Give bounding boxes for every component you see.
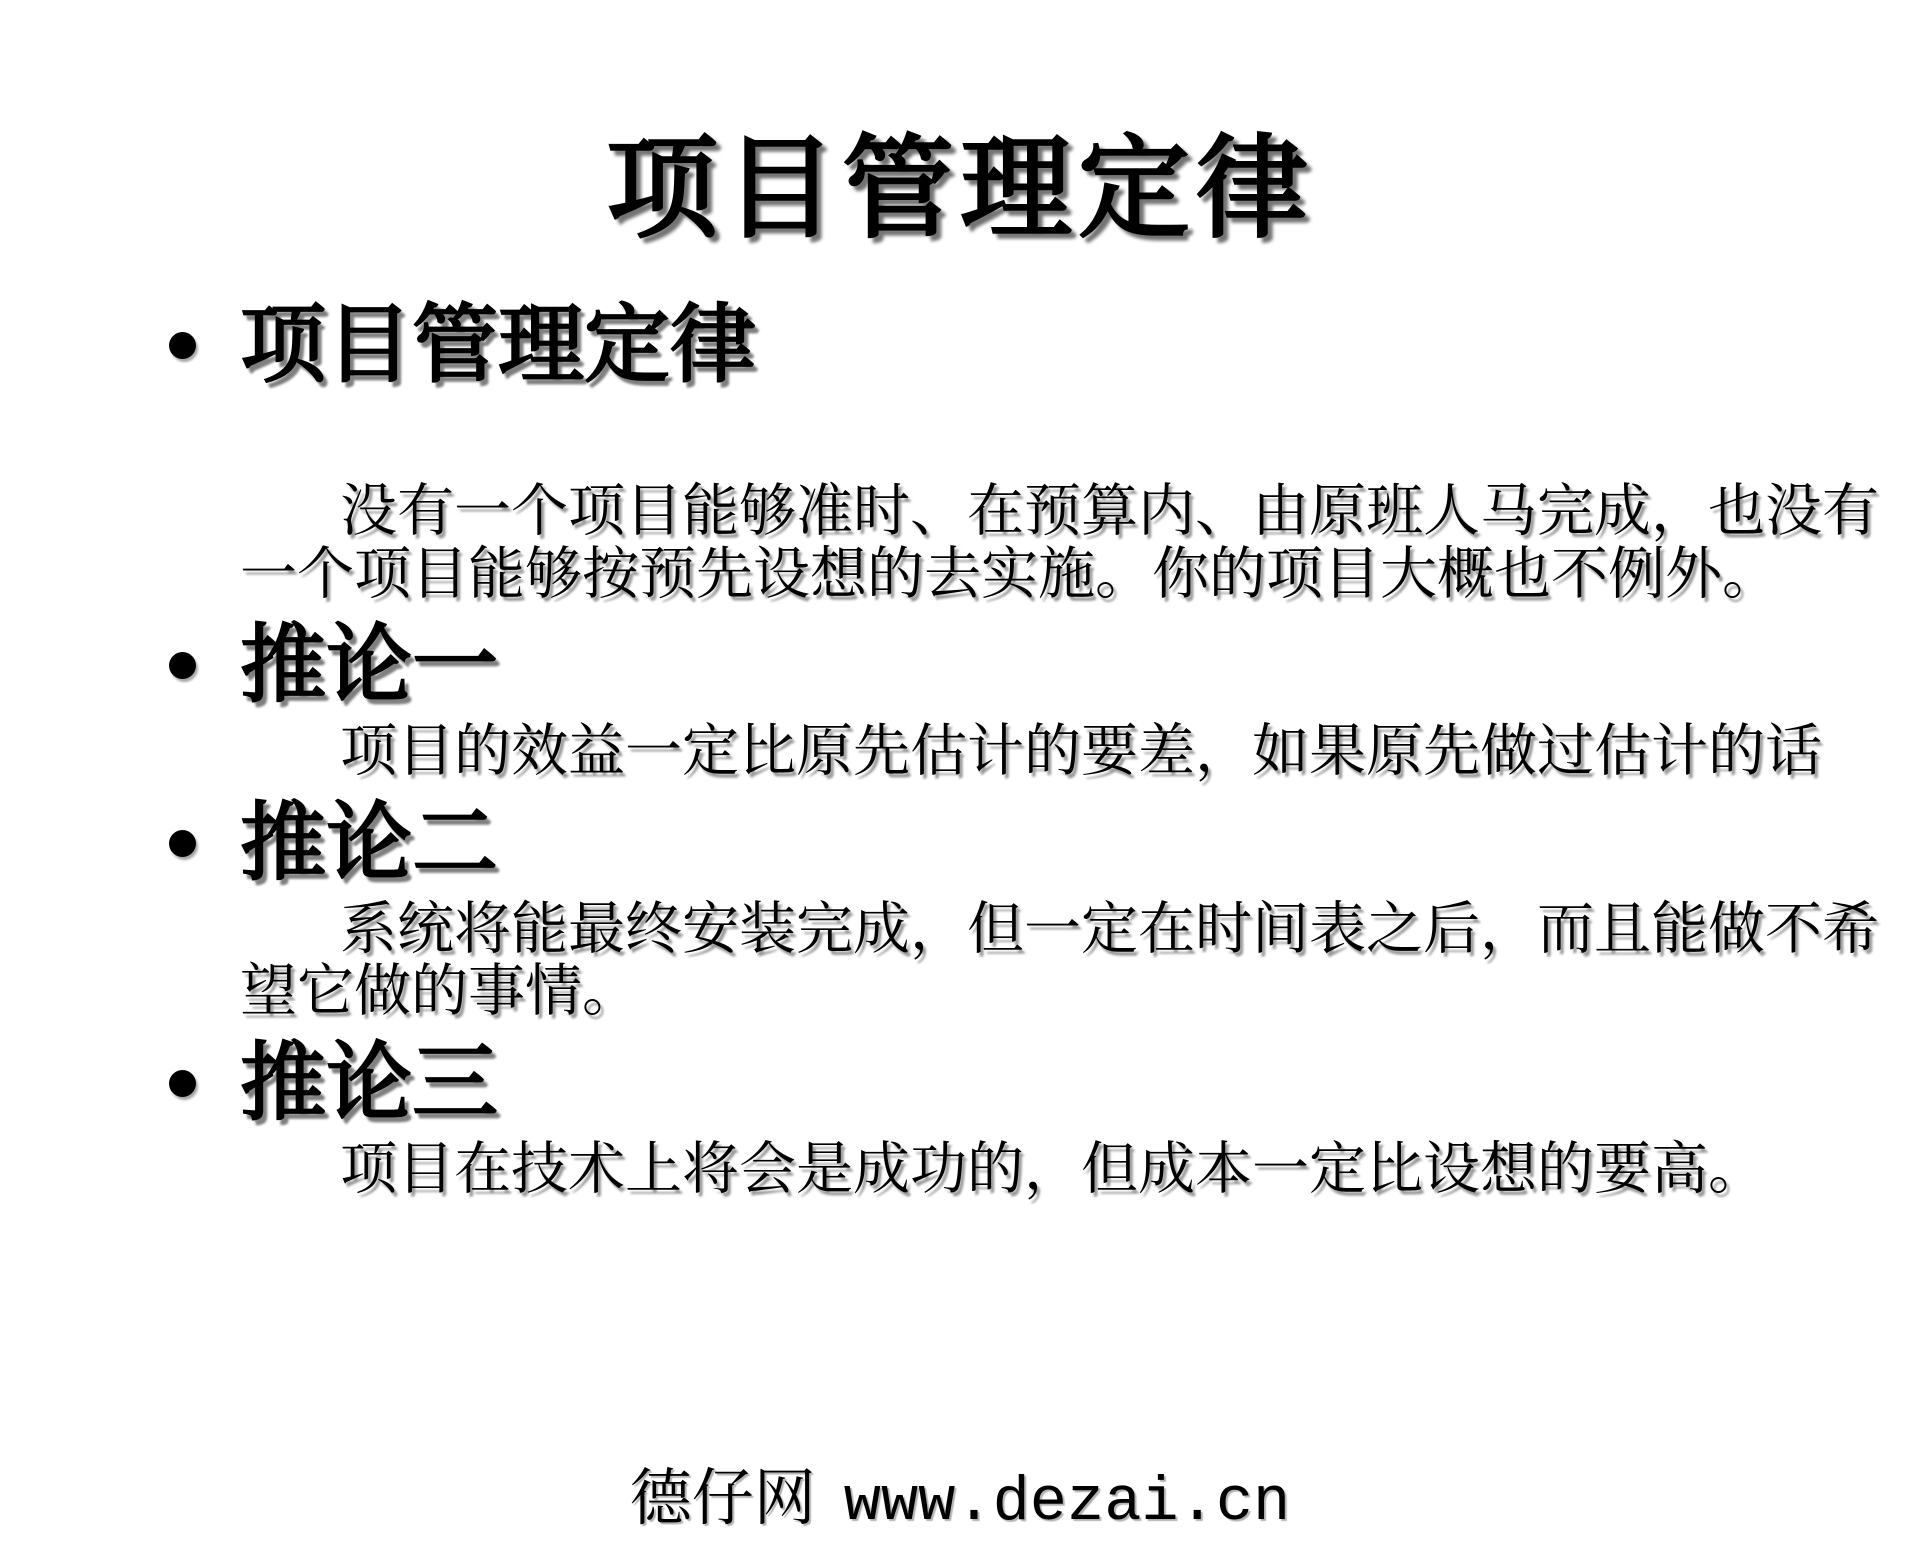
footer-watermark	[0, 1448, 1920, 1538]
bullet-dot-icon	[169, 332, 196, 359]
bullet-dot-icon	[169, 1070, 196, 1097]
footer-url: www.dezai.cn	[843, 1467, 1291, 1538]
bullet-item	[145, 788, 1880, 1024]
bullet-heading-project-management-law: 项目管理定律	[240, 296, 756, 393]
bullet-item	[145, 610, 1880, 784]
bullet-item	[145, 1028, 1880, 1202]
bullet-body-corollary-3: 项目在技术上将会是成功的，但成本一定比设想的要高。	[340, 1138, 1765, 1202]
bullet-heading-corollary-1: 推论一	[240, 616, 498, 713]
bullet-heading-corollary-2: 推论二	[240, 794, 498, 891]
bullet-dot-icon	[169, 652, 196, 679]
slide-title: 项目管理定律	[606, 128, 1314, 252]
bullet-item	[145, 290, 1880, 606]
bullet-body-corollary-2: 系统将能最终安装完成，但一定在时间表之后，而且能做不希望它做的事情。	[240, 898, 1879, 1024]
bullet-body-project-management-law: 没有一个项目能够准时、在预算内、由原班人马完成，也没有一个项目能够按预先设想的去实施。你的项目大概也不例外。	[240, 480, 1879, 606]
bullet-heading-corollary-3: 推论三	[240, 1034, 498, 1131]
footer-site-name: 德仔网	[629, 1465, 816, 1533]
bullet-dot-icon	[169, 830, 196, 857]
bullet-list	[145, 290, 1880, 1202]
slide	[0, 118, 1920, 1558]
bullet-body-corollary-1: 项目的效益一定比原先估计的要差，如果原先做过估计的话	[340, 720, 1822, 784]
